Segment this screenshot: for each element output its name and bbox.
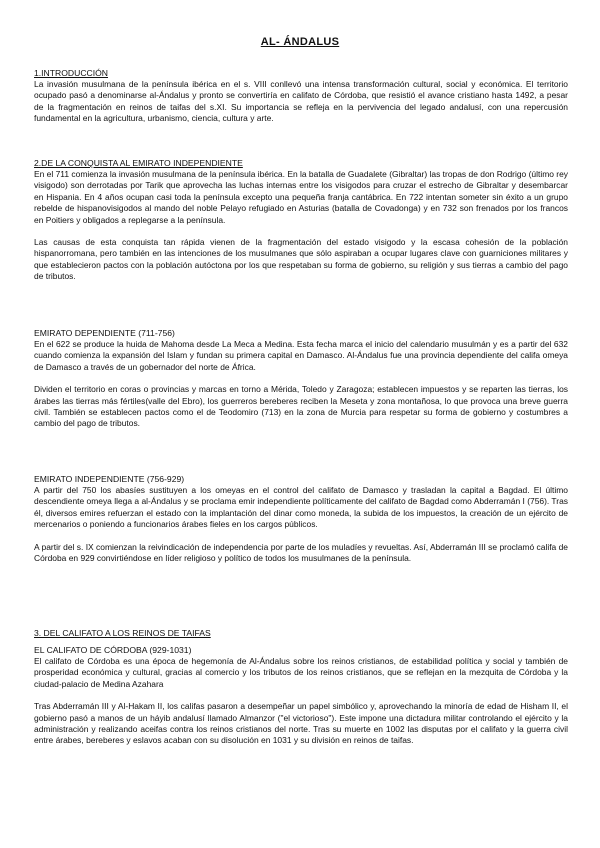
paragraph: Dividen el territorio en coras o provincias y marcas en torno a Mérida, Toledo y Zaragoza; establecen impuestos y se reparten las tierras, los árabes las tierras más fértiles(valle del Ebro), los guerreros bereberes reciben la Meseta y zona montañosa, lo que provoca una breve guerra civil. También se establecen pactos como el de Teodomiro (713) en la zona de Murcia para respetar su forma de gobierno y costumbres a cambio del pago de tributos.: [34, 384, 568, 429]
paragraph: En el 711 comienza la invasión musulmana de la península ibérica. En la batalla de Guadalete (Gibraltar) las tropas de don Rodrigo (último rey visigodo) son derrotadas por Tarik que aprovecha las luchas internas entre los visigodos para cruzar el estrecho de Gibraltar y desembarcar en Hispania. En 4 años ocupan casi toda la península excepto una pequeña franja cantábrica. En 722 intentan someter sin éxito a un grupo rebelde de hispanovisigodos al mando del noble Pelayo refugiado en Asturias (batalla de Covadonga) y en 732 son frenados por los francos en Poitiers y obligados a replegarse a la península.: [34, 169, 568, 225]
section-califato: [34, 628, 568, 747]
page-title: AL- ÁNDALUS: [260, 36, 340, 48]
section-introduccion: [34, 68, 568, 125]
paragraph: Las causas de esta conquista tan rápida vienen de la fragmentación del estado visigodo y la escasa cohesión de la población hispanorromana, pero también en las intenciones de los musulmanes que sólo aspiraban a ocupar lugares clave con guarniciones militares y que establecieron pactos con la población autóctona por los que respetaban su forma de gobierno, su religión y sus tierras a cambio del pago de tributos.: [34, 237, 568, 282]
section-heading: 1.INTRODUCCIÓN: [34, 68, 109, 78]
section-emirato-dependiente: [34, 328, 568, 430]
paragraph: El califato de Córdoba es una época de hegemonía de Al-Ándalus sobre los reinos cristianos, de estabilidad política y social y también de prosperidad económica y cultural, gracias al comercio y los tributos de los reinos cristianos, que se reflejan en la mezquita de Córdoba y la ciudad-palacio de Medina Azahara: [34, 656, 568, 689]
section-heading: 3. DEL CALIFATO A LOS REINOS DE TAIFAS: [34, 628, 211, 638]
section-conquista: [34, 158, 568, 283]
section-subheading: EL CALIFATO DE CÓRDOBA (929-1031): [34, 645, 192, 655]
section-heading: 2.DE LA CONQUISTA AL EMIRATO INDEPENDIENTE: [34, 158, 243, 168]
paragraph: En el 622 se produce la huida de Mahoma desde La Meca a Medina. Esta fecha marca el inicio del calendario musulmán y es a partir del 632 cuando comienza la expansión del Islam y fundan su primera capital en Damasco. Al-Ándalus fue una provincia dependiente del califa omeya de Damasco a través de un gobernador del norte de África.: [34, 339, 568, 372]
paragraph: A partir del 750 los abasíes sustituyen a los omeyas en el control del califato de Damasco y trasladan la capital a Bagdad. El último descendiente omeya llega a al-Ándalus y se proclama emir independiente políticamente del califato de Bagdad como Abderramán I (756). Tras él, diversos emires refuerzan el estado con la implantación del dinar como moneda, la subida de los impuestos, la creación de un ejército de mercenarios o poniendo a funcionarios árabes fieles en los cargos públicos.: [34, 485, 568, 530]
section-heading: EMIRATO DEPENDIENTE (711-756): [34, 328, 175, 338]
paragraph: La invasión musulmana de la península ibérica en el s. VIII conllevó una intensa transformación cultural, social y económica. El territorio ocupado pasó a denominarse al-Ándalus y pronto se convertiría en califato de Córdoba, que resistió el avance cristiano hasta 1492, a pesar de la fragmentación en reinos de taifas del s.XI. Su importancia se refleja en la pervivencia del legado andalusí, con una repercusión fundamental en la agricultura, urbanismo, ciencia, cultura y arte.: [34, 79, 568, 124]
paragraph: A partir del s. IX comienzan la reivindicación de independencia por parte de los muladíes y revueltas. Así, Abderramán III se proclamó califa de Córdoba en 929 convirtiéndose en líder religioso y político de todos los musulmanes de la península.: [34, 541, 568, 564]
section-emirato-independiente: [34, 474, 568, 564]
paragraph: Tras Abderramán III y Al-Hakam II, los califas pasaron a desempeñar un papel simbólico y, aprovechando la minoría de edad de Hisham II, el gobierno pasó a manos de un háyib andalusí llamado Almanzor ("el victorioso"). Este impone una dictadura militar controlando el ejército y la administración y realizando aceifas contra los reinos cristianos del norte. Tras su muerte en 1002 las disputas por el califato y la guerra civil entre árabes, bereberes y eslavos acaban con su disolución en 1031 y su división en reinos de taifas.: [34, 701, 568, 746]
section-heading: EMIRATO INDEPENDIENTE (756-929): [34, 474, 185, 484]
